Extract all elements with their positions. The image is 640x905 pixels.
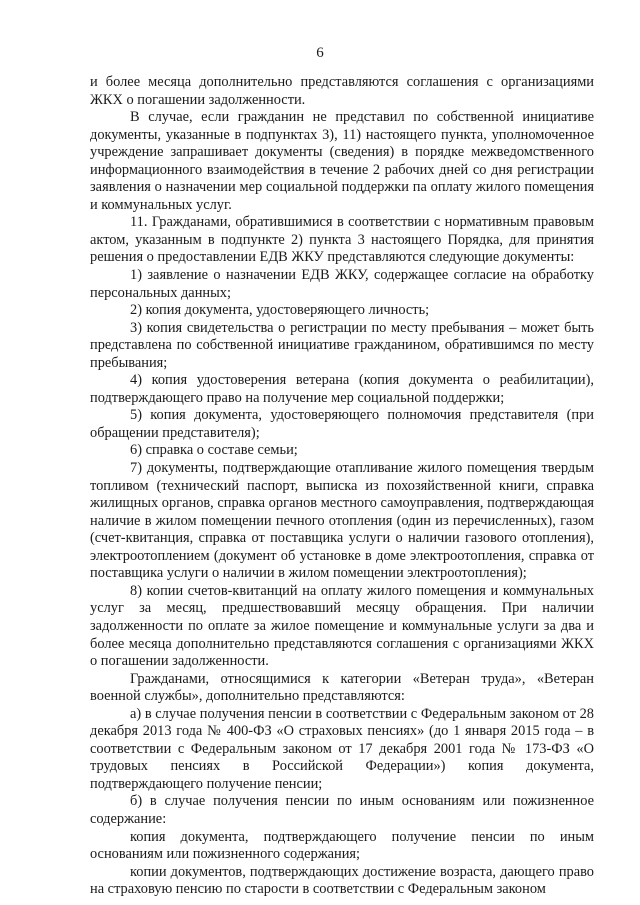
list-item: 2) копия документа, удостоверяющего личность;: [130, 302, 430, 319]
document-body: [90, 74, 594, 899]
paragraph: копия документа, подтверждающего получение пенсии по иным основаниям или пожизненного содержания;: [90, 828, 594, 863]
list-item: 8) копии счетов-квитанций на оплату жилого помещения и коммунальных услуг за месяц, предшествовавший месяцу обращения. При наличии задолженности по оплате за жилое помещение и коммунальные услуги за два и более месяца дополнительно представляются соглашения с организациями ЖКХ о погашении задолженности.: [90, 582, 594, 670]
list-item: 6) справка о составе семьи;: [130, 442, 298, 459]
list-item: 3) копия свидетельства о регистрации по месту пребывания – может быть представлена по собственной инициативе гражданином, обратившимся по месту пребывания;: [90, 319, 594, 371]
list-item: 1) заявление о назначении ЕДВ ЖКУ, содержащее согласие на обработку персональных данных;: [90, 267, 594, 301]
paragraph: Гражданами, относящимися к категории «Ветеран труда», «Ветеран военной службы», дополнительно представляются:: [90, 670, 594, 705]
list-item: 5) копия документа, удостоверяющего полномочия представителя (при обращении представителя);: [90, 407, 594, 441]
paragraph-continuation: и более месяца дополнительно представляются соглашения с организациями ЖКХ о погашении задолженности.: [90, 74, 594, 108]
paragraph: В случае, если гражданин не представил по собственной инициативе документы, указанные в подпунктах 3), 11) настоящего пункта, уполномоченное учреждение запрашивает документы (сведения) в порядке межведомственного информационного взаимодействия в течение 2 рабочих дней со дня регистрации заявления о назначении мер социальной поддержки па оплату жилого помещения и коммунальных услуг.: [90, 109, 594, 213]
list-item: б) в случае получения пенсии по иным основаниям или пожизненное содержание:: [90, 793, 594, 827]
list-item: 4) копия удостоверения ветерана (копия документа о реабилитации), подтверждающего право на получение мер социальной поддержки;: [90, 372, 594, 406]
list-item: 7) документы, подтверждающие отапливание жилого помещения твердым топливом (технический паспорт, выписка из похозяйственной книги, справка жилищных органов, справка органов местного самоуправления, подтверждающая наличие в жилом помещении печного отопления (один из перечисленных), газом (счет-квитанция, справка от поставщика услуги о наличии газового отопления), электроотоплением (документ об установке в доме электроотопления, справка от поставщика услуги о наличии в жилом помещении электроотопления);: [90, 460, 594, 582]
list-item: а) в случае получения пенсии в соответствии с Федеральным законом от 28 декабря 2013 года № 400-ФЗ «О страховых пенсиях» (до 1 января 2015 года – в соответствии с Федеральным законом от 17 декабря 2001 года № 173-ФЗ «О трудовых пенсиях в Российской Федерации») копия документа, подтверждающего получение пенсии;: [90, 705, 594, 792]
paragraph-item-11: 11. Гражданами, обратившимися в соответствии с нормативным правовым актом, указанным в подпункте 2) пункта 3 настоящего Порядка, для принятия решения о предоставлении ЕДВ ЖКУ представляются следующие документы:: [90, 214, 594, 266]
page-number: 6: [316, 45, 324, 61]
paragraph: копии документов, подтверждающих достижение возраста, дающего право на страховую пенсию по старости в соответствии с Федеральным законом: [90, 863, 594, 898]
